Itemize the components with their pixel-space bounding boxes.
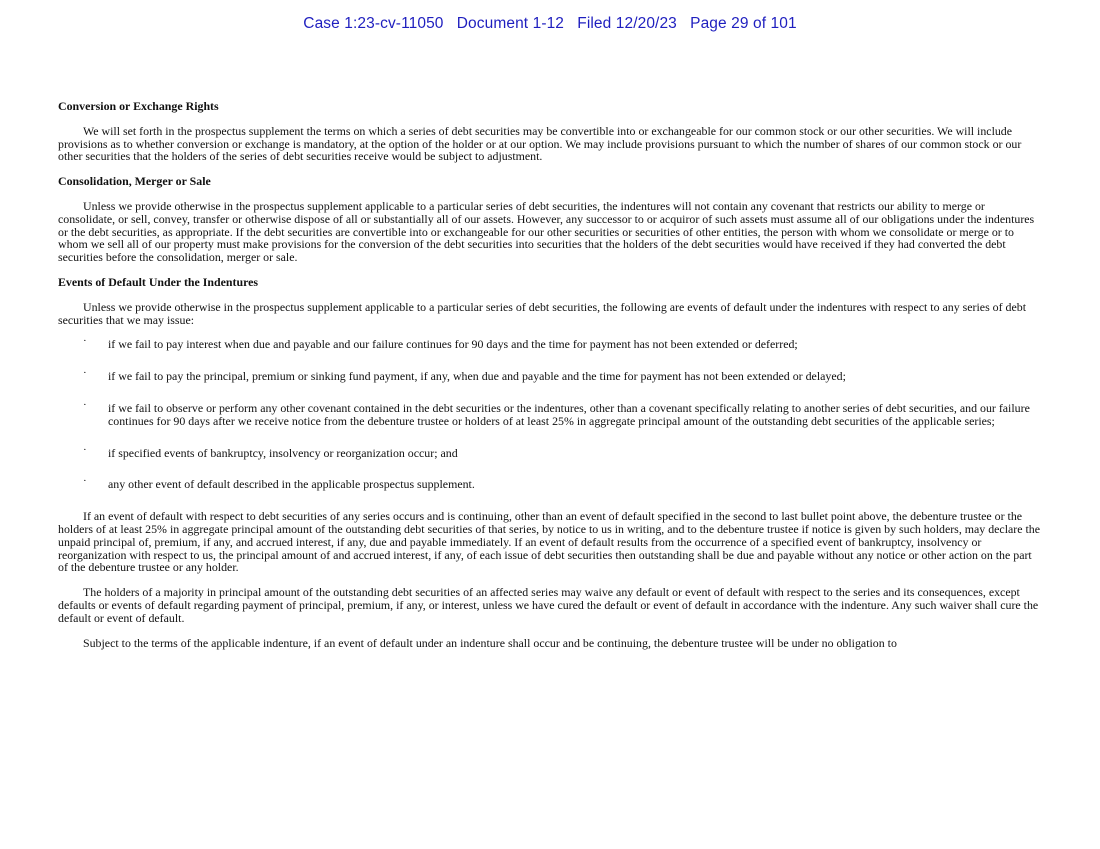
list-item-text: if specified events of bankruptcy, insolvency or reorganization occur; and (108, 445, 458, 460)
page-number: Page 29 of 101 (690, 15, 797, 32)
events-of-default-list (58, 335, 1042, 492)
paragraph: If an event of default with respect to debt securities of any series occurs and is continuing, other than an event of default specified in the second to last bullet point above, the debenture trustee or the holders of at least 25% in aggregate principal amount of the outstanding debt securities of that series, by notice to us in writing, and to the debenture trustee if notice is given by such holders, may declare the unpaid principal of, premium, if any, and accrued interest, if any, due and payable immediately. If an event of default results from the occurrence of a specified event of bankruptcy, insolvency or reorganization with respect to us, the principal amount of and accrued interest, if any, of each issue of debt securities then outstanding shall be due and payable without any notice or other action on the part of the debenture trustee or any holder. (58, 509, 1041, 575)
bullet-icon: · (83, 335, 87, 348)
bullet-icon: · (83, 367, 87, 380)
bullet-icon: · (83, 443, 87, 456)
paragraph: Subject to the terms of the applicable indenture, if an event of default under an indenture shall occur and be continuing, the debenture trustee will be under no obligation to (83, 635, 897, 650)
list-item (58, 335, 1042, 352)
paragraph: Unless we provide otherwise in the prospectus supplement applicable to a particular series of debt securities, the indentures will not contain any covenant that restricts our ability to merge or consolidate, or sell, convey, transfer or otherwise dispose of all or substantially all of our assets. However, any successor to or acquiror of such assets must assume all of our obligations under the indentures or the debt securities, as appropriate. If the debt securities are convertible into or exchangeable for our other securities or securities of other entities, the person with whom we consolidate or merge or to whom we sell all of our property must make provisions for the conversion of the debt securities into securities that the holders of the debt securities would have received if they had converted the debt securities before the consolidation, merger or sale. (58, 198, 1035, 265)
case-header (0, 15, 1100, 33)
list-item-text: any other event of default described in the applicable prospectus supplement. (108, 477, 475, 492)
list-item (58, 398, 1042, 428)
list-item-text: if we fail to observe or perform any other covenant contained in the debt securities or the indentures, other than a covenant specifically relating to another series of debt securities, and our failure continues for 90 days after we receive notice from the debenture trustee or holders of at least 25% in aggregate principal amount of the outstanding debt securities of the applicable series; (108, 400, 1030, 428)
paragraph: We will set forth in the prospectus supplement the terms on which a series of debt securities may be convertible into or exchangeable for our common stock or our other securities. We will include provisions as to whether conversion or exchange is mandatory, at the option of the holder or at our option. We may include provisions pursuant to which the number of shares of our common stock or our other securities that the holders of the series of debt securities receive would be subject to adjustment. (58, 123, 1022, 164)
list-item-text: if we fail to pay the principal, premium or sinking fund payment, if any, when due and payable and the time for payment has not been extended or delayed; (108, 369, 846, 384)
list-item (58, 475, 1042, 492)
case-number: Case 1:23-cv-11050 (303, 15, 444, 32)
section-heading-consolidation: Consolidation, Merger or Sale (58, 174, 211, 189)
document-number: Document 1-12 (456, 15, 565, 32)
list-item (58, 443, 1042, 460)
bullet-icon: · (83, 475, 87, 488)
section-heading-conversion: Conversion or Exchange Rights (58, 99, 219, 113)
section-heading-events-of-default: Events of Default Under the Indentures (58, 274, 259, 289)
filed-date: Filed 12/20/23 (577, 15, 677, 32)
list-item-text: if we fail to pay interest when due and payable and our failure continues for 90 days and the time for payment has not been extended or deferred; (108, 337, 798, 352)
paragraph: Unless we provide otherwise in the prospectus supplement applicable to a particular series of debt securities, the following are events of default under the indentures with respect to any series of debt securities that we may issue: (58, 299, 1027, 327)
bullet-icon: · (83, 398, 87, 411)
paragraph: The holders of a majority in principal amount of the outstanding debt securities of an affected series may waive any default or event of default with respect to the series and its consequences, except defaults or events of default regarding payment of principal, premium, if any, or interest, unless we have cured the default or event of default in accordance with the indenture. Any such waiver shall cure the default or event of default. (58, 585, 1039, 625)
document-body (58, 100, 1042, 661)
list-item (58, 367, 1042, 384)
